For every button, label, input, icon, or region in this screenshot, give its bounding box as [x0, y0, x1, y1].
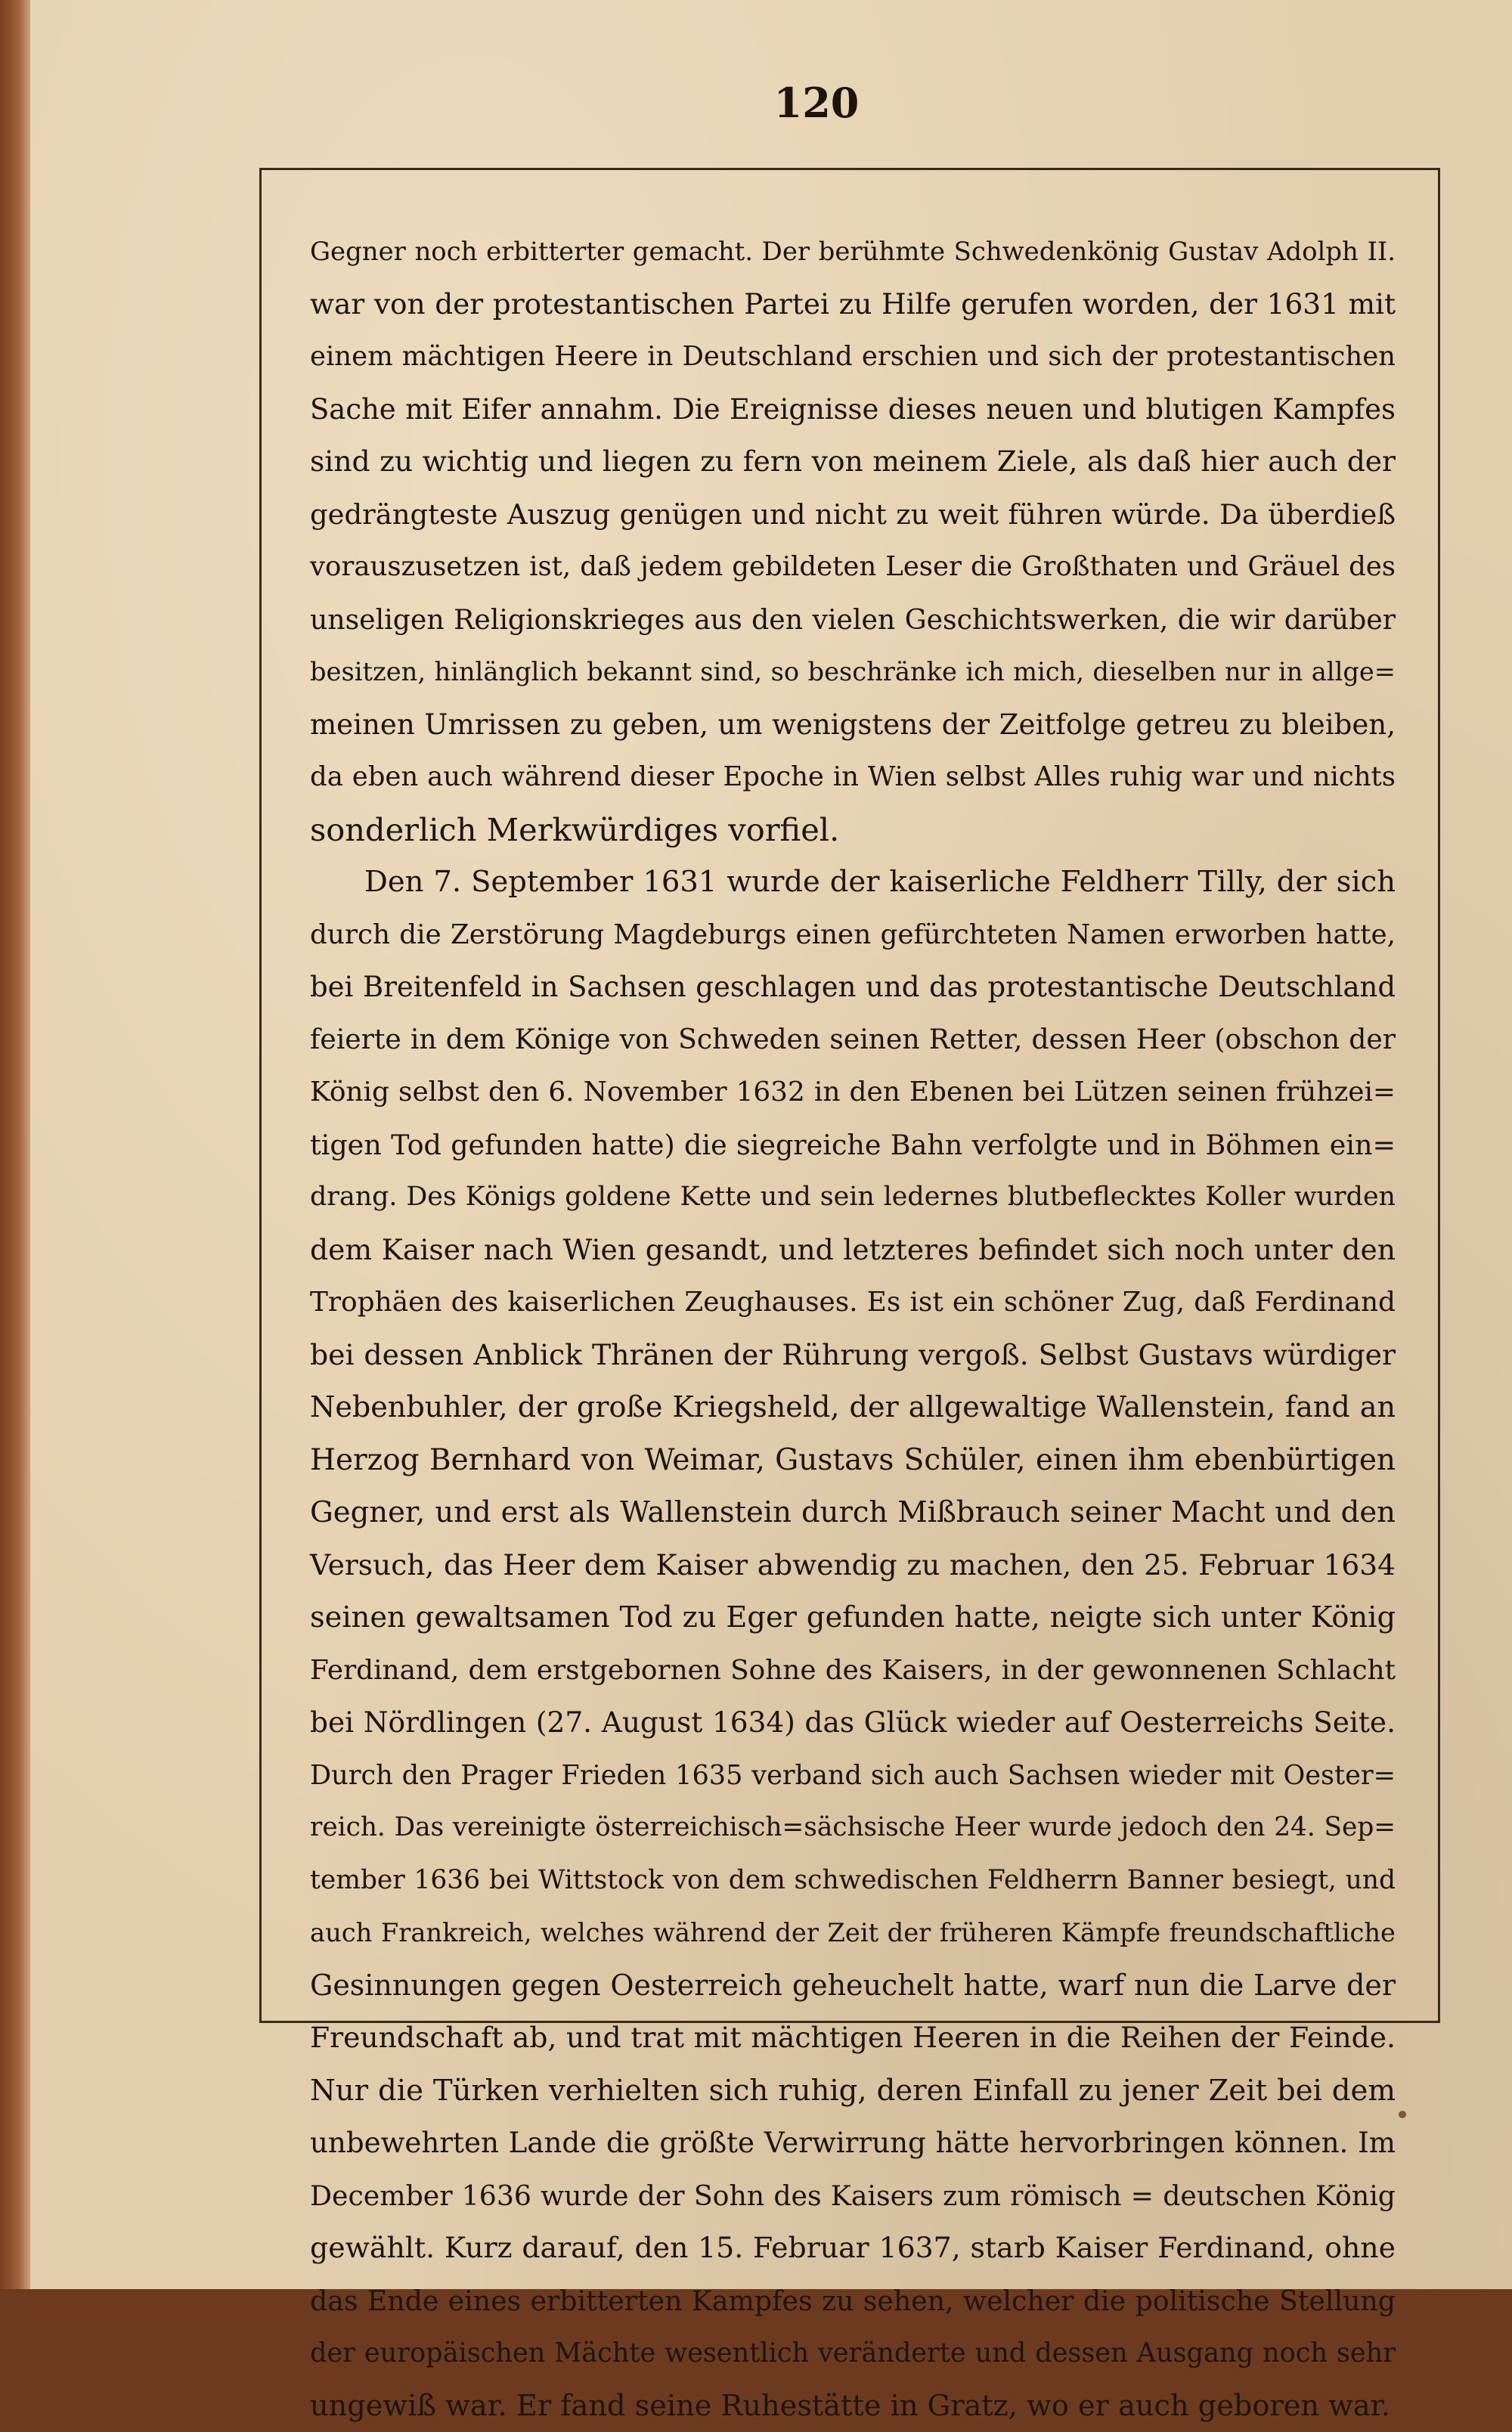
text-line: Gegner noch erbitterter gemacht. Der berühmte Schwedenkönig Gustav Adolph II. — [310, 225, 1396, 278]
text-line: meinen Umrissen zu geben, um wenigstens der Zeitfolge getreu zu bleiben, — [310, 699, 1396, 751]
text-line: Herzog Bernhard von Weimar, Gustavs Schüler, einen ihm ebenbürtigen — [310, 1434, 1396, 1487]
text-line: bei Nördlingen (27. August 1634) das Glück wieder auf Oesterreichs Seite. — [310, 1696, 1396, 1749]
text-line: Freundschaft ab, und trat mit mächtigen Heeren in die Reihen der Feinde. — [310, 2012, 1396, 2065]
text-line: Gesinnungen gegen Oesterreich geheuchelt hatte, warf nun die Larve der — [310, 1960, 1396, 2012]
text-line: Ferdinand, dem erstgebornen Sohne des Kaisers, in der gewonnenen Schlacht — [310, 1644, 1396, 1697]
text-line: feierte in dem Könige von Schweden seinen Retter, dessen Heer (obschon der — [310, 1014, 1396, 1067]
text-line: gedrängteste Auszug genügen und nicht zu weit führen würde. Da überdieß — [310, 488, 1396, 541]
text-line: Gegner, und erst als Wallenstein durch Mißbrauch seiner Macht und den — [310, 1486, 1396, 1539]
book-page — [30, 0, 1512, 2289]
page-number: 120 — [30, 79, 1512, 127]
book-gutter — [0, 0, 30, 2289]
text-line: Nebenbuhler, der große Kriegsheld, der allgewaltige Wallenstein, fand an — [310, 1381, 1396, 1434]
text-line: Trophäen des kaiserlichen Zeughauses. Es ist ein schöner Zug, daß Ferdinand — [310, 1276, 1396, 1329]
text-line: Sache mit Eifer annahm. Die Ereignisse dieses neuen und blutigen Kampfes — [310, 383, 1396, 436]
text-line: bei Breitenfeld in Sachsen geschlagen und das protestantische Deutschland — [310, 961, 1396, 1014]
text-line: dem Kaiser nach Wien gesandt, und letzteres befindet sich noch unter den — [310, 1224, 1396, 1277]
text-line: December 1636 wurde der Sohn des Kaisers zum römisch = deutschen König — [310, 2170, 1396, 2223]
text-line: Nur die Türken verhielten sich ruhig, deren Einfall zu jener Zeit bei dem — [310, 2065, 1396, 2118]
text-line: durch die Zerstörung Magdeburgs einen gefürchteten Namen erworben hatte, — [310, 909, 1396, 962]
text-line: da eben auch während dieser Epoche in Wien selbst Alles ruhig war und nichts — [310, 751, 1396, 804]
text-line: der europäischen Mächte wesentlich veränderte und dessen Ausgang noch sehr — [310, 2327, 1396, 2380]
text-line: bei dessen Anblick Thränen der Rührung vergoß. Selbst Gustavs würdiger — [310, 1329, 1396, 1382]
text-line: drang. Des Königs goldene Kette und sein ledernes blutbeflecktes Koller wurden — [310, 1171, 1396, 1224]
text-line: reich. Das vereinigte österreichisch=sächsische Heer wurde jedoch den 24. Sep= — [310, 1802, 1396, 1854]
text-line: Durch den Prager Frieden 1635 verband sich auch Sachsen wieder mit Oester= — [310, 1749, 1396, 1802]
text-line: seinen gewaltsamen Tod zu Eger gefunden hatte, neigte sich unter König — [310, 1591, 1396, 1644]
text-line: besitzen, hinlänglich bekannt sind, so beschränke ich mich, dieselben nur in allge= — [310, 646, 1396, 699]
text-line: vorauszusetzen ist, daß jedem gebildeten Leser die Großthaten und Gräuel des — [310, 541, 1396, 593]
ink-spot — [1399, 2111, 1406, 2118]
text-line: einem mächtigen Heere in Deutschland erschien und sich der protestantischen — [310, 330, 1396, 383]
body-text — [310, 225, 1396, 2432]
text-line: Versuch, das Heer dem Kaiser abwendig zu machen, den 25. Februar 1634 — [310, 1539, 1396, 1592]
text-line: tember 1636 bei Wittstock von dem schwedischen Feldherrn Banner besiegt, und — [310, 1854, 1396, 1907]
text-line: unbewehrten Lande die größte Verwirrung hätte hervorbringen können. Im — [310, 2117, 1396, 2170]
text-line: sind zu wichtig und liegen zu fern von meinem Ziele, als daß hier auch der — [310, 435, 1396, 488]
text-line: das Ende eines erbitterten Kampfes zu sehen, welcher die politische Stellung — [310, 2275, 1396, 2328]
paragraph-start-line: Den 7. September 1631 wurde der kaiserliche Feldherr Tilly, der sich — [310, 856, 1396, 909]
paragraph-end-line: sonderlich Merkwürdiges vorfiel. — [310, 804, 1396, 857]
text-line: König selbst den 6. November 1632 in den Ebenen bei Lützen seinen frühzei= — [310, 1066, 1396, 1119]
text-line: war von der protestantischen Partei zu Hilfe gerufen worden, der 1631 mit — [310, 278, 1396, 331]
text-line: unseligen Religionskrieges aus den vielen Geschichtswerken, die wir darüber — [310, 593, 1396, 646]
text-line: tigen Tod gefunden hatte) die siegreiche Bahn verfolgte und in Böhmen ein= — [310, 1119, 1396, 1172]
paragraph-end-line: ungewiß war. Er fand seine Ruhestätte in Gratz, wo er auch geboren war. — [310, 2380, 1396, 2432]
text-line: gewählt. Kurz darauf, den 15. Februar 1637, starb Kaiser Ferdinand, ohne — [310, 2222, 1396, 2275]
text-line: auch Frankreich, welches während der Zeit der früheren Kämpfe freundschaftliche — [310, 1907, 1396, 1960]
